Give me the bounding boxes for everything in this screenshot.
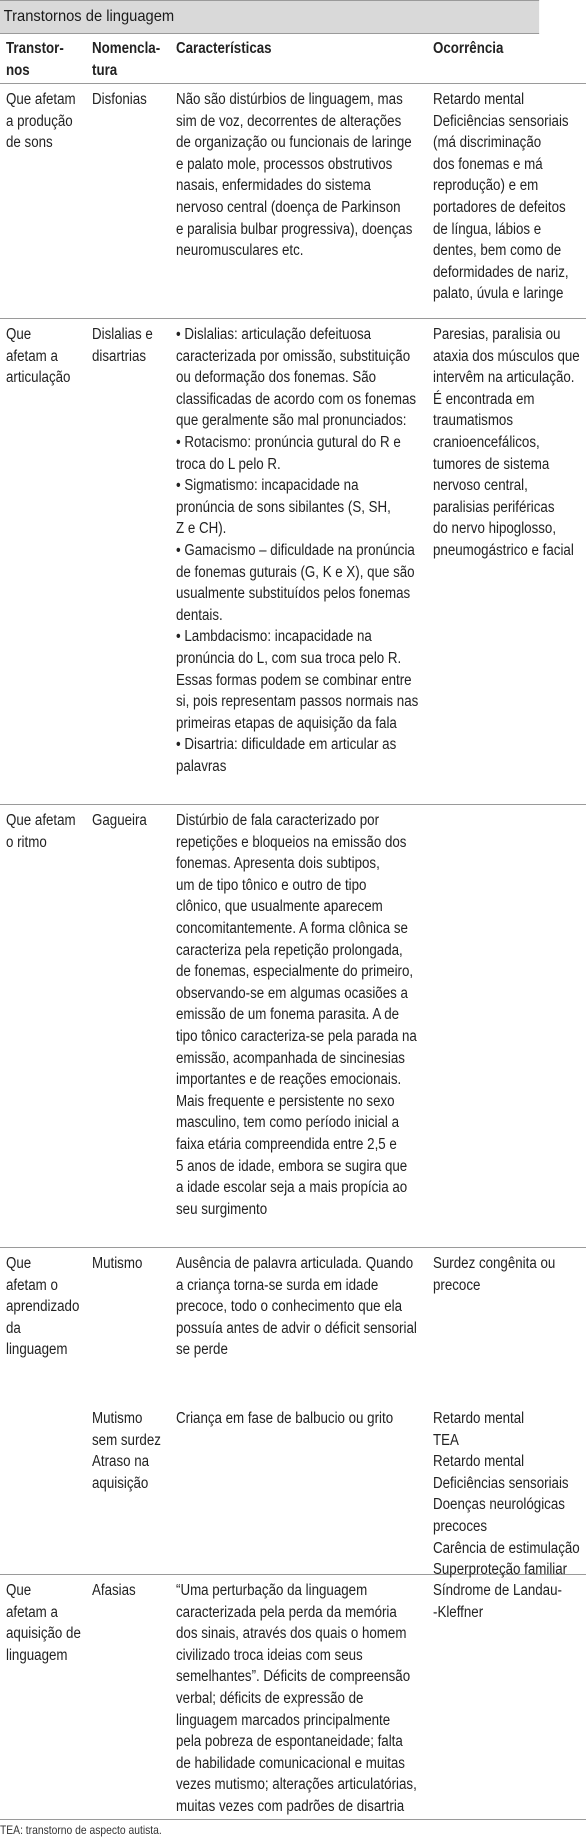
cell-line: seu surgimento [176, 1200, 268, 1218]
cell-line: observando-se em algumas ocasiões a [176, 984, 408, 1002]
cell-line: Z e CH). [176, 520, 227, 538]
cell-line: Atraso na [92, 1453, 150, 1471]
header-cell-transtornos: Transtor- nos [6, 40, 64, 79]
cell-line: Que [6, 326, 32, 343]
cell-line: pneumogástrico e facial [433, 541, 574, 559]
cell-characteristics [176, 89, 430, 262]
cell-line: Deficiências sensoriais [433, 1474, 569, 1492]
cell-line: traumatismos [433, 412, 514, 430]
cell-line: Que afetam [6, 91, 76, 108]
cell-line: do nervo hipoglosso, [433, 520, 557, 538]
cell-nomenclature-sub [92, 1408, 172, 1494]
cell-line: de língua, lábios e [433, 220, 542, 238]
cell-line: importantes e de reações emocionais. [176, 1071, 402, 1089]
cell-nomenclature [92, 1253, 172, 1275]
cell-line: da [6, 1319, 21, 1337]
cell-line: aprendizado [6, 1298, 80, 1316]
cell-line: dos fonemas e má [433, 155, 543, 173]
cell-line: Que [6, 1582, 32, 1599]
cell-line: • Disartria: dificuldade em articular as [176, 736, 397, 754]
table-footnote: TEA: transtorno de aspecto autista. [0, 1823, 162, 1837]
cell-line: 5 anos de idade, embora se sugira que [176, 1157, 408, 1175]
cell-line: de fonemas guturais (G, K e X), que são [176, 563, 415, 581]
cell-nomenclature [92, 1580, 172, 1602]
cell-line: de habilidade comunicacional e muitas [176, 1754, 405, 1772]
cell-category [6, 1580, 82, 1666]
cell-characteristics-sub [176, 1408, 430, 1430]
cell-category [6, 810, 82, 853]
cell-line: Paresias, paralisia ou [433, 326, 561, 343]
cell-line: aquisição de [6, 1625, 81, 1643]
cell-line: usualmente substituídos pelos fonemas [176, 585, 411, 603]
cell-line: pela pobreza de espontaneidade; falta [176, 1733, 403, 1751]
header-cell-ocorrencia: Ocorrência [433, 40, 504, 57]
cell-line: civilizado troca ideias com seus [176, 1646, 363, 1664]
cell-line: Retardo mental [433, 1410, 525, 1427]
cell-line: Disfonias [92, 91, 147, 108]
cell-category [6, 324, 82, 389]
cell-line: afetam o [6, 1276, 58, 1294]
cell-line: (má discriminação [433, 134, 542, 152]
cell-category [6, 1253, 82, 1361]
cell-characteristics [176, 1580, 430, 1818]
cell-line: dentais. [176, 606, 223, 624]
cell-line: afetam a [6, 1603, 58, 1621]
cell-line: faixa etária compreendida entre 2,5 e [176, 1135, 397, 1153]
cell-line: Distúrbio de fala caracterizado por [176, 812, 380, 829]
cell-line: emissão de um fonema parasita. A de [176, 1006, 400, 1024]
cell-line: Retardo mental [433, 1453, 525, 1471]
cell-line: tumores de sistema [433, 455, 550, 473]
cell-line: caracterizada pela perda da memória [176, 1603, 397, 1621]
cell-line: É encontrada em [433, 390, 535, 408]
cell-line: Essas formas podem se combinar entre [176, 671, 412, 689]
cell-line: Deficiências sensoriais [433, 112, 569, 130]
cell-line: Superproteção familiar [433, 1561, 568, 1579]
cell-line: pronúncia do L, com sua troca pelo R. [176, 649, 402, 667]
cell-line: Dislalias e [92, 326, 153, 343]
cell-category [6, 89, 82, 154]
cell-line: linguagem [6, 1646, 68, 1664]
cell-characteristics [176, 1253, 430, 1361]
cell-line: a produção [6, 112, 73, 130]
cell-line: precoces [433, 1517, 488, 1535]
cell-line: que geralmente são mal pronunciados: [176, 412, 407, 430]
cell-line: possuía antes de advir o déficit sensorial [176, 1319, 417, 1337]
cell-line: Síndrome de Landau- [433, 1582, 562, 1599]
cell-line: disartrias [92, 347, 147, 365]
cell-line: classificadas de acordo com os fonemas [176, 390, 417, 408]
cell-line: Não são distúrbios de linguagem, mas [176, 91, 403, 108]
cell-line: clônico, que usualmente aparecem [176, 898, 383, 916]
cell-line: emissão, acompanhada de sincinesias [176, 1049, 405, 1067]
cell-line: TEA [433, 1431, 459, 1449]
cell-line: neuromusculares etc. [176, 242, 304, 260]
cell-characteristics [176, 810, 430, 1220]
cell-line: nervoso central (doença de Parkinson [176, 198, 401, 216]
cell-line: de sons [6, 134, 53, 152]
cell-nomenclature [92, 810, 172, 832]
cell-line: portadores de defeitos [433, 198, 566, 216]
table-row [0, 805, 586, 1248]
cell-line: troca do L pelo R. [176, 455, 281, 473]
cell-line: vezes mutismo; alterações articulatórias, [176, 1776, 417, 1794]
cell-line: ataxia dos músculos que [433, 347, 580, 365]
cell-line: tipo tônico caracteriza-se pela parada na [176, 1027, 417, 1045]
cell-line: articulação [6, 369, 71, 387]
cell-line: -Kleffner [433, 1603, 484, 1621]
cell-line: • Gamacismo – dificuldade na pronúncia [176, 541, 415, 559]
cell-line: muitas vezes com padrões de disartria [176, 1797, 405, 1815]
cell-line: Carência de estimulação [433, 1539, 580, 1557]
cell-line: o ritmo [6, 833, 47, 851]
cell-line: palato, úvula e laringe [433, 285, 564, 303]
table-row [0, 1575, 586, 1820]
cell-line: aquisição [92, 1474, 149, 1492]
cell-nomenclature [92, 89, 172, 111]
cell-line: semelhantes”. Déficits de compreensão [176, 1668, 411, 1686]
cell-line: pronúncia de sons sibilantes (S, SH, [176, 498, 391, 516]
cell-line: Mutismo [92, 1255, 143, 1272]
table-row [0, 1248, 586, 1579]
cell-line: concomitantemente. A forma clônica se [176, 919, 408, 937]
cell-line: Que afetam [6, 812, 76, 829]
cell-line: nasais, enfermidades do sistema [176, 177, 371, 195]
cell-line: Surdez congênita ou [433, 1255, 556, 1272]
cell-line: a criança torna-se surda em idade [176, 1276, 379, 1294]
cell-line: palavras [176, 757, 227, 775]
cell-line: intervêm na articulação. [433, 369, 575, 387]
cell-line: e paralisia bulbar progressiva), doenças [176, 220, 413, 238]
cell-line: caracteriza pela repetição prolongada, [176, 941, 403, 959]
cell-line: masculino, tem como período inicial a [176, 1114, 400, 1132]
cell-occurrence [433, 89, 585, 305]
cell-line: Afasias [92, 1582, 136, 1599]
cell-line: primeiras etapas de aquisição da fala [176, 714, 397, 732]
cell-line: de organização ou funcionais de laringe [176, 134, 412, 152]
cell-line: • Rotacismo: pronúncia gutural do R e [176, 433, 401, 451]
cell-line: Retardo mental [433, 91, 525, 108]
cell-line: Mutismo [92, 1410, 143, 1427]
cell-line: nervoso central, [433, 477, 528, 495]
cell-characteristics [176, 324, 430, 777]
cell-line: dos sinais, através dos quais o homem [176, 1625, 407, 1643]
table-title: Transtornos de linguagem [0, 0, 539, 34]
cell-line: Doenças neurológicas [433, 1496, 565, 1514]
cell-nomenclature [92, 324, 172, 367]
cell-line: Gagueira [92, 812, 147, 829]
cell-line: si, pois representam passos normais nas [176, 693, 419, 711]
cell-line: sem surdez [92, 1431, 161, 1449]
cell-line: Que [6, 1255, 32, 1272]
cell-line: reprodução) e em [433, 177, 539, 195]
cell-line: paralisias periféricas [433, 498, 555, 516]
cell-line: precoce, todo o conhecimento que ela [176, 1298, 403, 1316]
cell-line: linguagem marcados principalmente [176, 1711, 391, 1729]
cell-line: ou deformação dos fonemas. São [176, 369, 377, 387]
cell-line: precoce [433, 1276, 481, 1294]
cell-line: repetições e bloqueios na emissão dos [176, 833, 407, 851]
cell-line: um de tipo tônico e outro de tipo [176, 876, 367, 894]
cell-line: deformidades de nariz, [433, 263, 569, 281]
cell-line: “Uma perturbação da linguagem [176, 1582, 368, 1599]
cell-occurrence [433, 1580, 585, 1623]
cell-line: de fonemas, especialmente do primeiro, [176, 963, 414, 981]
cell-occurrence [433, 1253, 585, 1296]
cell-occurrence-sub [433, 1408, 585, 1581]
cell-line: • Dislalias: articulação defeituosa [176, 326, 372, 343]
table-row [0, 84, 586, 319]
cell-line: Mais frequente e persistente no sexo [176, 1092, 395, 1110]
cell-line: fonemas. Apresenta dois subtipos, [176, 855, 380, 873]
table-header-row [0, 34, 586, 84]
cell-line: caracterizada por omissão, substituição [176, 347, 411, 365]
cell-line: dentes, bem como de [433, 242, 562, 260]
cell-line: sim de voz, decorrentes de alterações [176, 112, 402, 130]
table-row [0, 319, 586, 805]
cell-line: Ausência de palavra articulada. Quando [176, 1255, 414, 1272]
cell-line: Criança em fase de balbucio ou grito [176, 1410, 394, 1427]
cell-line: verbal; déficits de expressão de [176, 1689, 364, 1707]
cell-line: e palato mole, processos obstrutivos [176, 155, 393, 173]
cell-occurrence [433, 324, 585, 562]
cell-line: • Sigmatismo: incapacidade na [176, 477, 359, 495]
cell-line: se perde [176, 1341, 228, 1359]
cell-line: a idade escolar seja a mais propícia ao [176, 1179, 408, 1197]
cell-line: cranioencefálicos, [433, 433, 540, 451]
header-cell-caracteristicas: Características [176, 40, 272, 57]
cell-line: • Lambdacismo: incapacidade na [176, 628, 372, 646]
cell-line: afetam a [6, 347, 58, 365]
cell-line: linguagem [6, 1341, 68, 1359]
header-cell-nomenclatura: Nomencla- tura [92, 40, 161, 79]
